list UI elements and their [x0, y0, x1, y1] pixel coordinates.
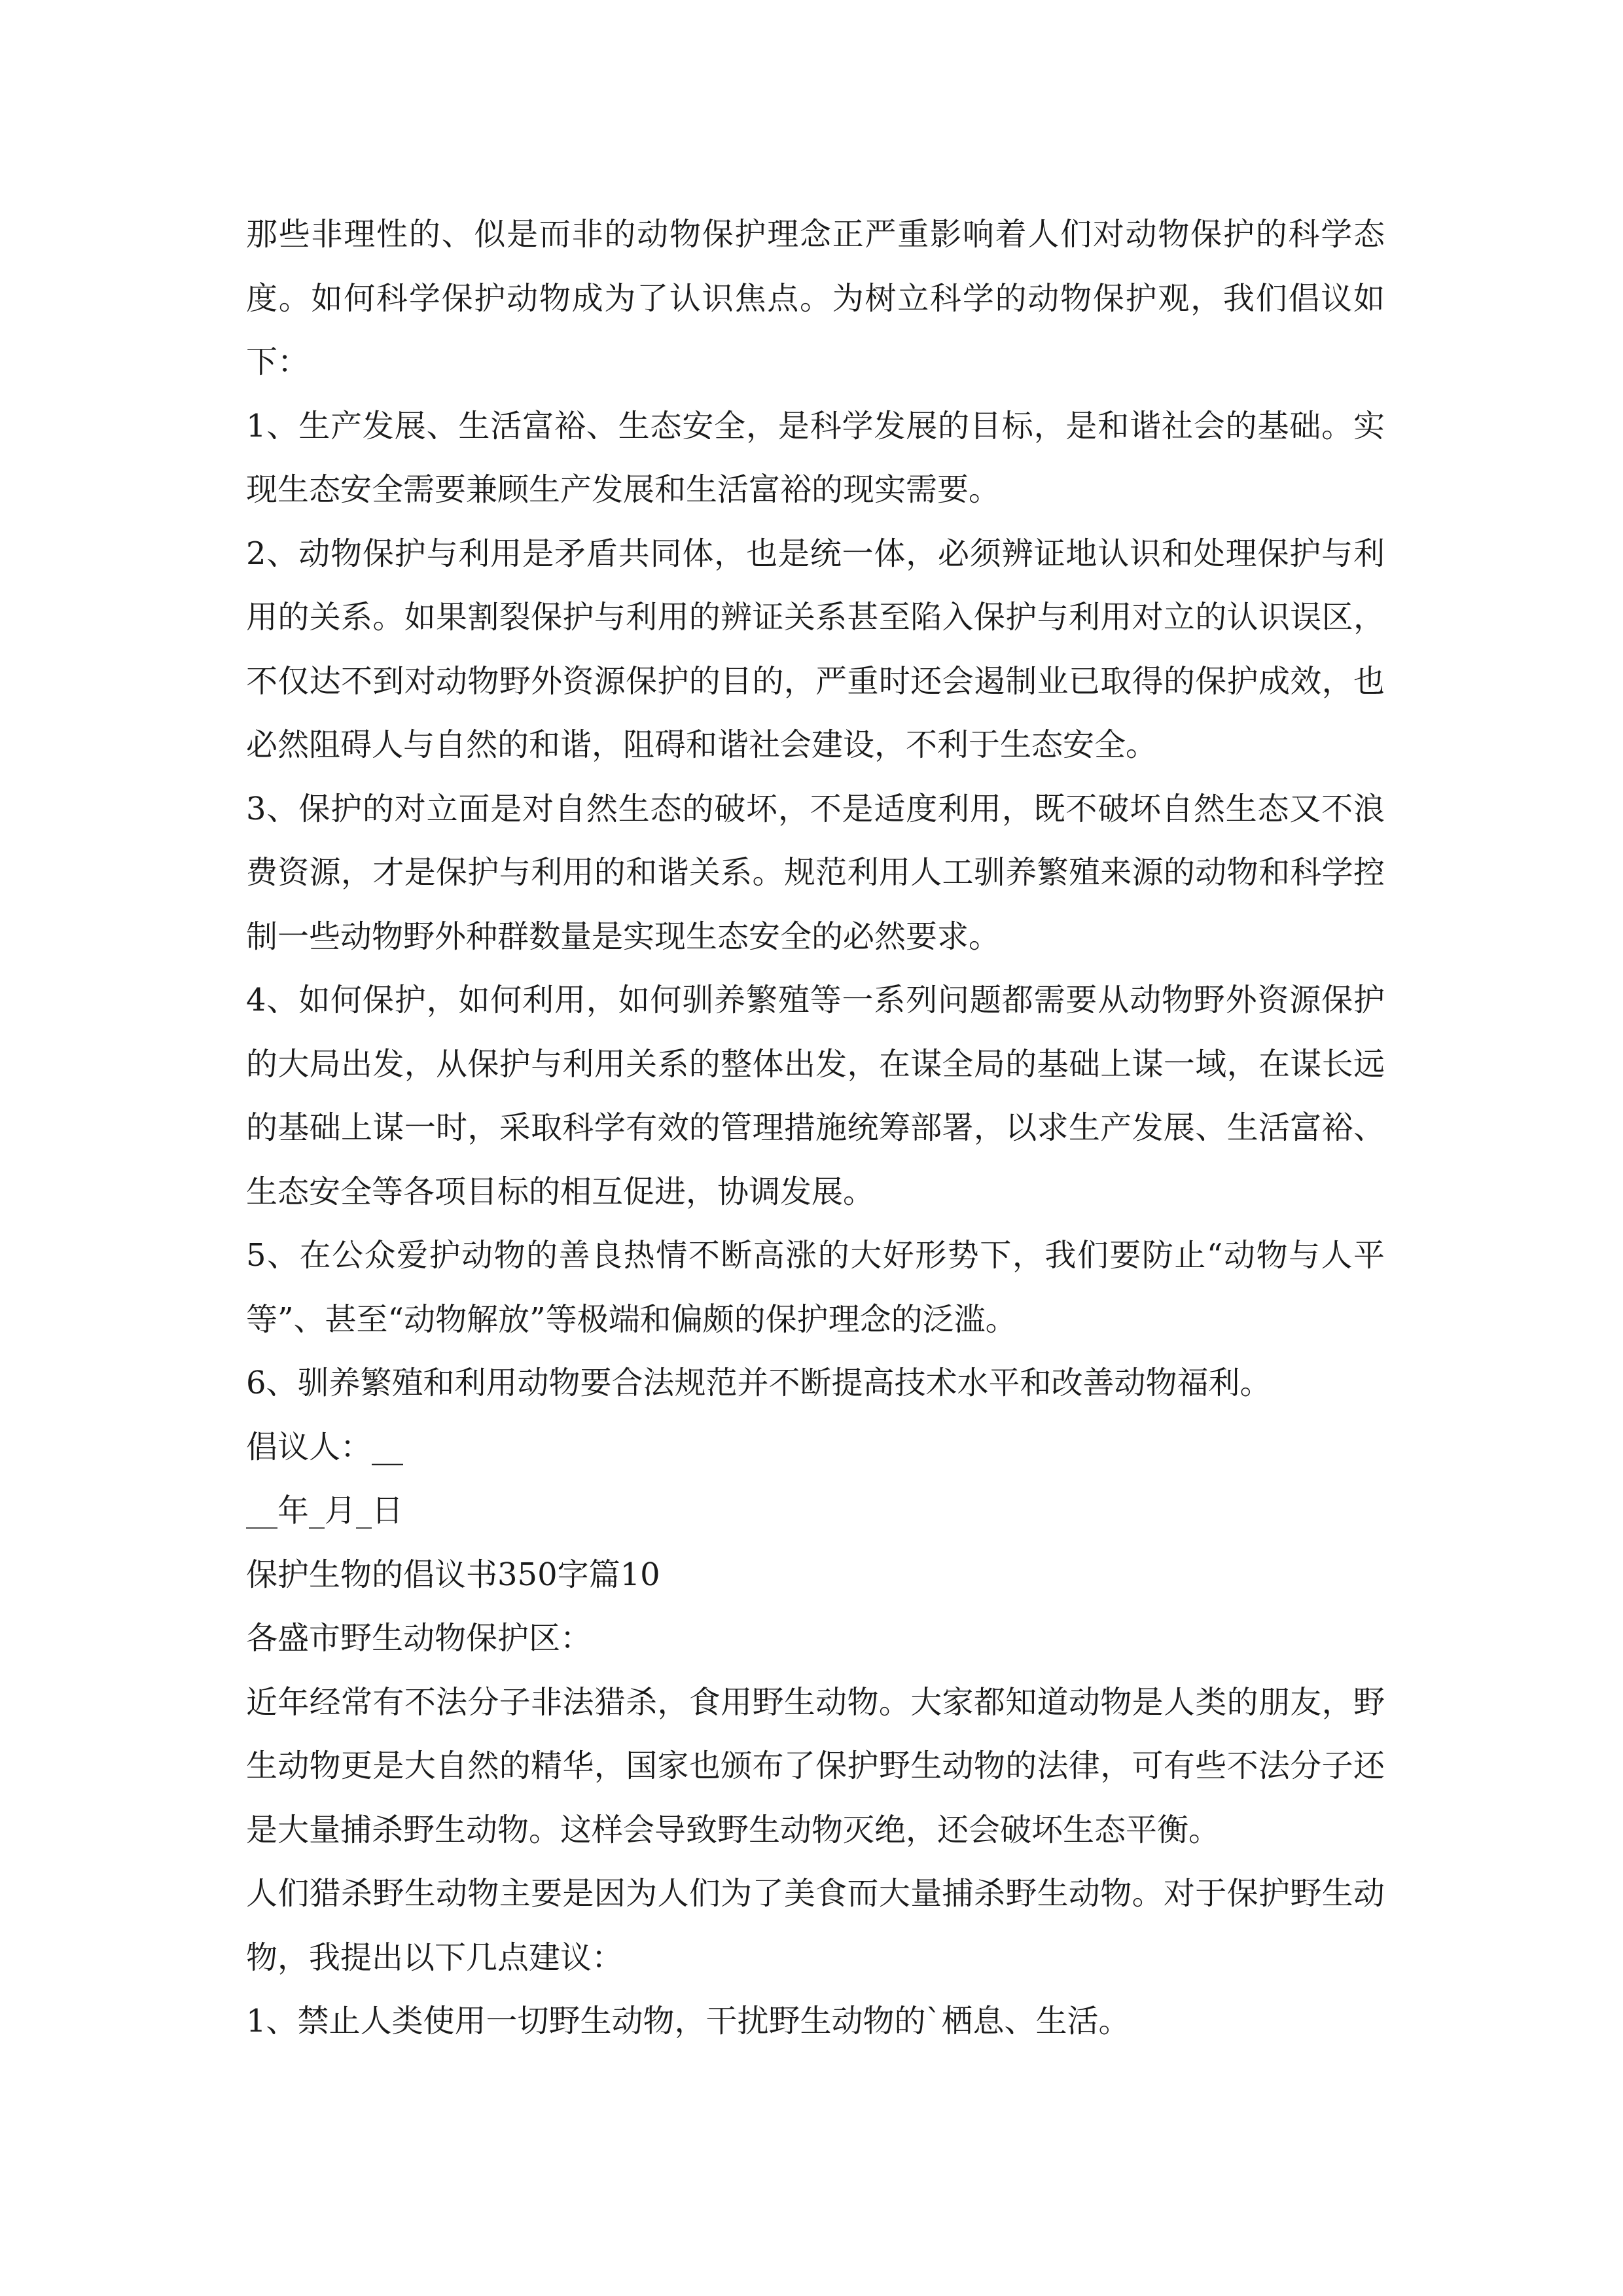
paragraph-item-4: 4、如何保护，如何利用，如何驯养繁殖等一系列问题都需要从动物野外资源保护的大局出发，从保护与利用关系的整体出发，在谋全局的基础上谋一域，在谋长远的基础上谋一时，采取科学有效的管理措施统筹部署，以求生产发展、生活富裕、生态安全等各项目标的相互促进，协调发展。	[246, 982, 1385, 1210]
signature-line: 倡议人：__	[246, 1428, 404, 1465]
paragraph-item-3: 3、保护的对立面是对自然生态的破坏，不是适度利用，既不破坏自然生态又不浪费资源，才是保护与利用的和谐关系。规范利用人工驯养繁殖来源的动物和科学控制一些动物野外种群数量是实现生态安全的必然要求。	[246, 790, 1385, 955]
paragraph-intro: 那些非理性的、似是而非的动物保护理念正严重影响着人们对动物保护的科学态度。如何科学保护动物成为了认识焦点。为树立科学的动物保护观，我们倡议如下：	[246, 216, 1385, 380]
paragraph-suggestion-1: 1、禁止人类使用一切野生动物，干扰野生动物的`栖息、生活。	[246, 2003, 1130, 2039]
paragraph-item-6: 6、驯养繁殖和利用动物要合法规范并不断提高技术水平和改善动物福利。	[246, 1365, 1272, 1401]
paragraph-item-1: 1、生产发展、生活富裕、生态安全，是科学发展的目标，是和谐社会的基础。实现生态安全需要兼顾生产发展和生活富裕的现实需要。	[246, 407, 1385, 508]
salutation: 各盛市野生动物保护区：	[246, 1620, 592, 1657]
paragraph-item-2: 2、动物保护与利用是矛盾共同体，也是统一体，必须辨证地认识和处理保护与利用的关系。如果割裂保护与利用的辨证关系甚至陷入保护与利用对立的认识误区，不仅达不到对动物野外资源保护的目的，严重时还会遏制业已取得的保护成效，也必然阻碍人与自然的和谐，阻碍和谐社会建设，不利于生态安全。	[246, 535, 1385, 763]
paragraph-item-5: 5、在公众爱护动物的善良热情不断高涨的大好形势下，我们要防止“动物与人平等”、甚至“动物解放”等极端和偏颇的保护理念的泛滥。	[246, 1237, 1385, 1338]
paragraph-body-2: 人们猎杀野生动物主要是因为人们为了美食而大量捕杀野生动物。对于保护野生动物，我提出以下几点建议：	[246, 1875, 1385, 1976]
document-body	[246, 203, 1385, 2054]
paragraph-body-1: 近年经常有不法分子非法猎杀，食用野生动物。大家都知道动物是人类的朋友，野生动物更是大自然的精华，国家也颁布了保护野生动物的法律，可有些不法分子还是大量捕杀野生动物。这样会导致野生动物灭绝，还会破坏生态平衡。	[246, 1683, 1385, 1848]
date-line: __年_月_日	[246, 1492, 404, 1529]
section-title: 保护生物的倡议书350字篇10	[246, 1556, 660, 1593]
